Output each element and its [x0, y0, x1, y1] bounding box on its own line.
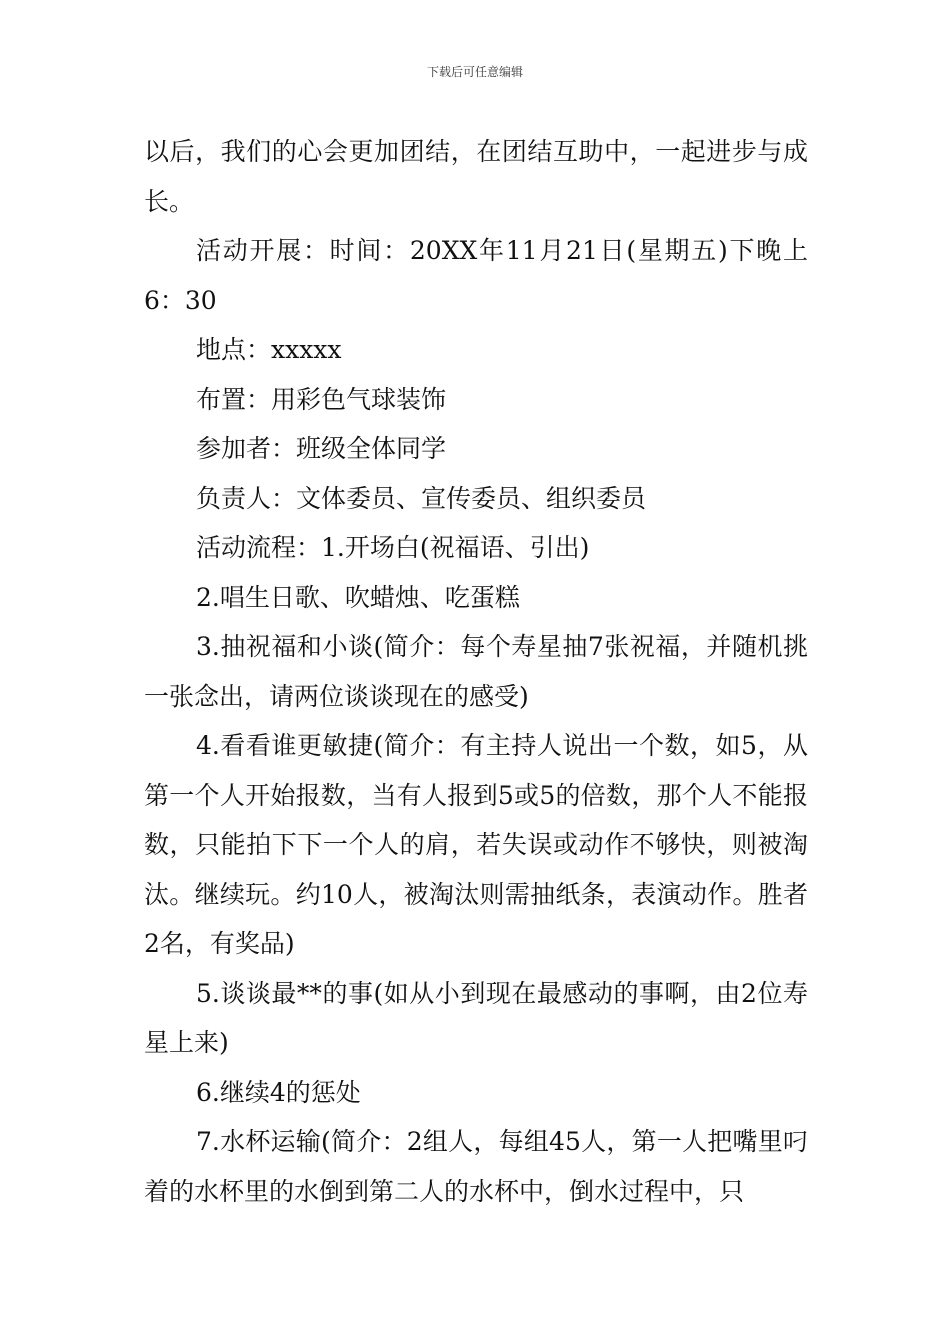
- paragraph-location: 地点：xxxxx: [196, 335, 342, 364]
- paragraph-flow-step-3: 3.抽祝福和小谈(简介：每个寿星抽7张祝福，并随机挑一张念出，请两位谈谈现在的感受): [144, 632, 808, 711]
- paragraph-flow-step-7: 7.水杯运输(简介：2组人，每组45人，第一人把嘴里叼着的水杯里的水倒到第二人的水杯中，倒水过程中，只: [144, 1127, 808, 1206]
- paragraph-continuation: 以后，我们的心会更加团结，在团结互助中，一起进步与成长。: [144, 137, 808, 216]
- paragraph-flow-step-5: 5.谈谈最**的事(如从小到现在最感动的事啊，由2位寿星上来): [144, 978, 808, 1057]
- paragraph-activity-time: 活动开展：时间：20XX年11月21日(星期五)下晚上6：30: [144, 236, 808, 315]
- page-header-note: 下载后可任意编辑: [426, 65, 523, 79]
- paragraph-flow-step-4: 4.看看谁更敏捷(简介：有主持人说出一个数，如5，从第一个人开始报数，当有人报到5或5的倍数，那个人不能报数，只能拍下下一个人的肩，若失误或动作不够快，则被淘汰。继续玩。约10人，被淘汰则需抽纸条，表演动作。胜者2名，有奖品): [144, 731, 808, 958]
- paragraph-flow-step-6: 6.继续4的惩处: [196, 1077, 361, 1107]
- paragraph-flow-step-1: 活动流程：1.开场白(祝福语、引出): [196, 533, 590, 562]
- paragraph-flow-step-2: 2.唱生日歌、吹蜡烛、吃蛋糕: [196, 582, 520, 612]
- paragraph-decoration: 布置：用彩色气球装饰: [196, 384, 447, 414]
- paragraph-organizers: 负责人：文体委员、宣传委员、组织委员: [196, 483, 647, 513]
- paragraph-participants: 参加者：班级全体同学: [196, 434, 447, 463]
- document-body: [144, 127, 808, 1216]
